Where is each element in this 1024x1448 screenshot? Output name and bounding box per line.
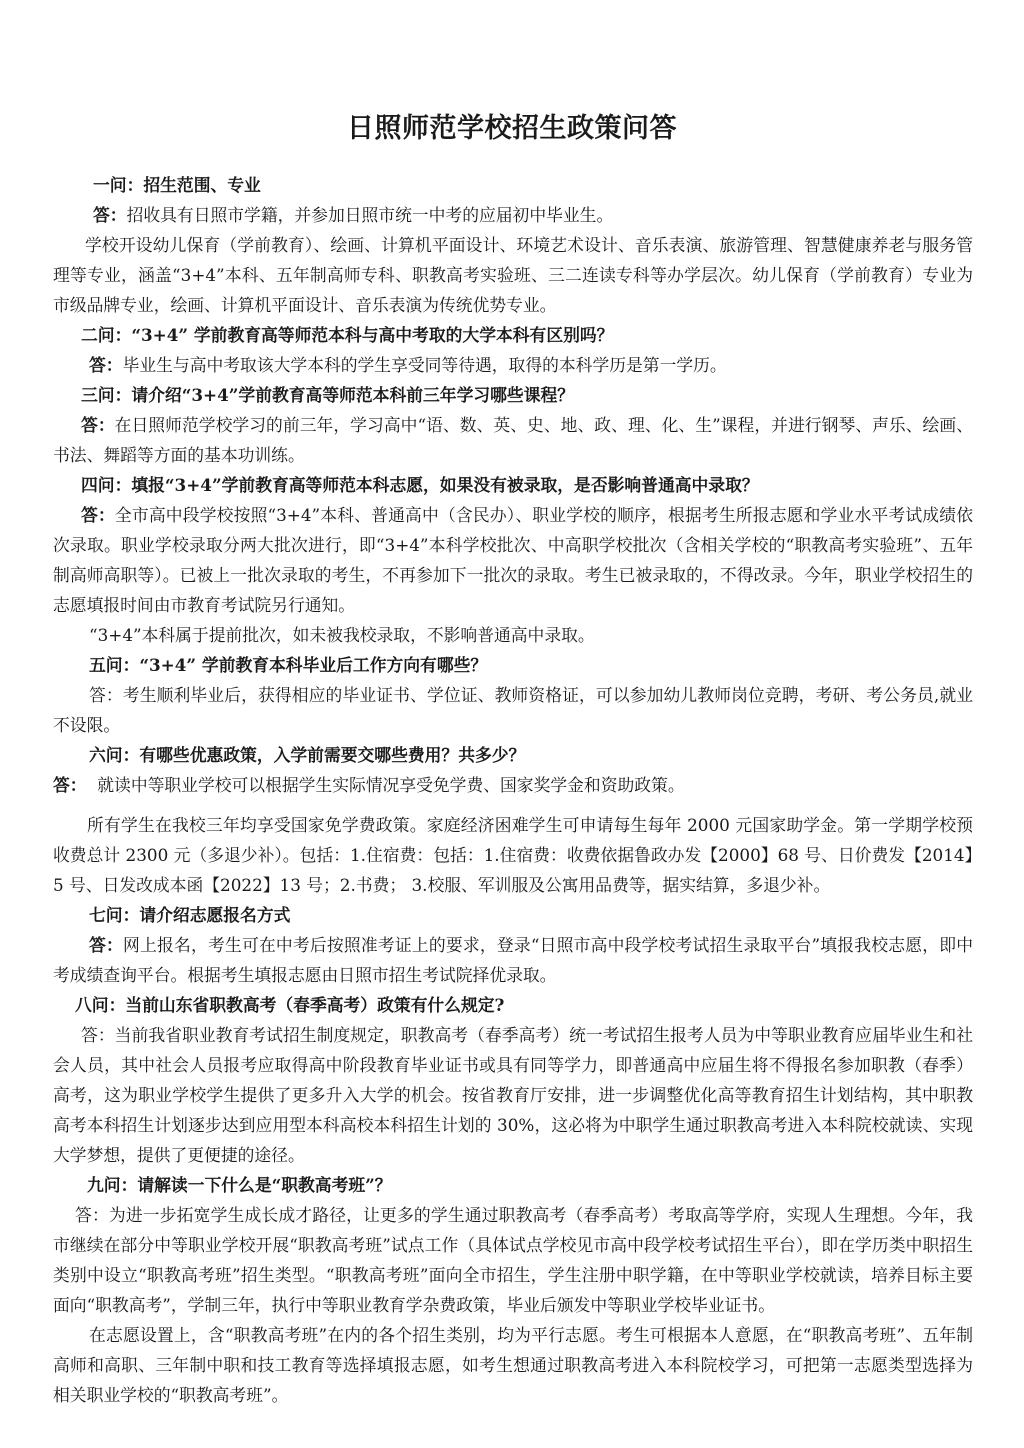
answer-7-label: 答： [89,935,123,955]
answer-4 [53,500,973,620]
question-6: 六问：有哪些优惠政策，入学前需要交哪些费用？共多少？ [89,745,526,765]
answer-1-paragraph-2: 学校开设幼儿保育（学前教育）、绘画、计算机平面设计、环境艺术设计、音乐表演、旅游管理、智慧健康养老与服务管理等专业，涵盖“3+4”本科、五年制高师专科、职教高考实验班、三二连读专科等办学层次。幼儿保育（学前教育）专业为市级品牌专业，绘画、计算机平面设计、音乐表演为传统优势专业。 [53,235,973,315]
answer-1-text: 招收具有日照市学籍，并参加日照市统一中考的应届初中毕业生。 [126,205,614,225]
answer-5: 答：考生顺利毕业后，获得相应的毕业证书、学位证、教师资格证，可以参加幼儿教师岗位竞聘，考研、考公务员,就业不设限。 [53,685,973,735]
answer-2-label: 答： [89,355,123,375]
answer-3-text: 在日照师范学校学习的前三年，学习高中“语、数、英、史、地、政、理、化、生”课程，并进行钢琴、声乐、绘画、书法、舞蹈等方面的基本功训练。 [53,415,973,465]
answer-7-text: 网上报名，考生可在中考后按照准考证上的要求，登录“日照市高中段学校考试招生录取平台”填报我校志愿，即中考成绩查询平台。根据考生填报志愿由日照市招生考试院择优录取。 [53,935,973,985]
answer-6-label: 答： [53,775,87,795]
answer-8: 答：当前我省职业教育考试招生制度规定，职教高考（春季高考）统一考试招生报考人员为中等职业教育应届毕业生和社会人员，其中社会人员报考应取得高中阶段教育毕业证书或具有同等学力，即普通高中应届生将不得报名参加职教（春季）高考，这为职业学校学生提供了更多升入大学的机会。按省教育厅安排，进一步调整优化高等教育招生计划结构，其中职教高考本科招生计划逐步达到应用型本科高校本科招生计划的 30%，这必将为中职学生通过职教高考进入本科院校就读、实现大学梦想，提供了更便捷的途径。 [53,1025,973,1165]
answer-2 [53,350,973,380]
answer-3-label: 答： [81,415,115,435]
answer-3 [53,410,973,470]
question-4: 四问：填报“3+4”学前教育高等师范本科志愿，如果没有被录取，是否影响普通高中录取？ [81,475,759,495]
answer-2-text: 毕业生与高中考取该大学本科的学生享受同等待遇，取得的本科学历是第一学历。 [122,355,727,375]
question-1: 一问：招生范围、专业 [93,175,261,195]
document-title: 日照师范学校招生政策问答 [347,113,677,144]
answer-7 [53,930,973,990]
document-body [53,170,973,1410]
answer-6-text: 就读中等职业学校可以根据学生实际情况享受免学费、国家奖学金和资助政策。 [97,775,685,795]
answer-9: 答：为进一步拓宽学生成长成才路径，让更多的学生通过职教高考（春季高考）考取高等学府，实现人生理想。今年，我市继续在部分中等职业学校开展“职教高考班”试点工作（具体试点学校见市高中段学校考试招生平台），即在学历类中职招生类别中设立“职教高考班”招生类型。“职教高考班”面向全市招生，学生注册中职学籍，在中等职业学校就读，培养目标主要面向“职教高考”，学制三年，执行中等职业教育学杂费政策，毕业后颁发中等职业学校毕业证书。 [53,1205,973,1315]
question-9: 九问：请解读一下什么是“职教高考班”？ [87,1175,392,1195]
answer-9-paragraph-2: 在志愿设置上，含“职教高考班”在内的各个招生类别，均为平行志愿。考生可根据本人意愿，在“职教高考班”、五年制高师和高职、三年制中职和技工教育等选择填报志愿，如考生想通过职教高考进入本科院校学习，可把第一志愿类型选择为相关职业学校的“职教高考班”。 [53,1325,973,1405]
question-5: 五问：“3+4” 学前教育本科毕业后工作方向有哪些？ [89,655,488,675]
answer-4-paragraph-2: “3+4”本科属于提前批次，如未被我校录取，不影响普通高中录取。 [89,625,595,645]
answer-1-label: 答： [93,205,127,225]
question-7: 七问：请介绍志愿报名方式 [89,905,291,925]
answer-6-paragraph-2: 所有学生在我校三年均享受国家免学费政策。家庭经济困难学生可申请每生每年 2000 元国家助学金。第一学期学校预收费总计 2300 元（多退少补）。包括：1.住宿费：包括：1.住宿费：收费依据鲁政办发【2000】68 号、日价费发【2014】5 号、日发改成本函【2022】13 号；2.书费； 3.校服、军训服及公寓用品费等，据实结算，多退少补。 [53,815,973,895]
question-3: 三问：请介绍“3+4”学前教育高等师范本科前三年学习哪些课程？ [81,385,575,405]
answer-6 [53,770,973,800]
answer-4-text: 全市高中段学校按照“3+4”本科、普通高中（含民办）、职业学校的顺序，根据考生所报志愿和学业水平考试成绩依次录取。职业学校录取分两大批次进行，即“3+4”本科学校批次、中高职学校批次（含相关学校的“职教高考实验班”、五年制高师高职等）。已被上一批次录取的考生，不再参加下一批次的录取。考生已被录取的，不得改录。今年，职业学校招生的志愿填报时间由市教育考试院另行通知。 [53,505,973,615]
answer-4-label: 答： [81,505,115,525]
question-8: 八问：当前山东省职教高考（春季高考）政策有什么规定? [75,995,505,1015]
answer-1 [53,200,973,230]
question-2: 二问：“3+4” 学前教育高等师范本科与高中考取的大学本科有区别吗？ [81,325,614,345]
